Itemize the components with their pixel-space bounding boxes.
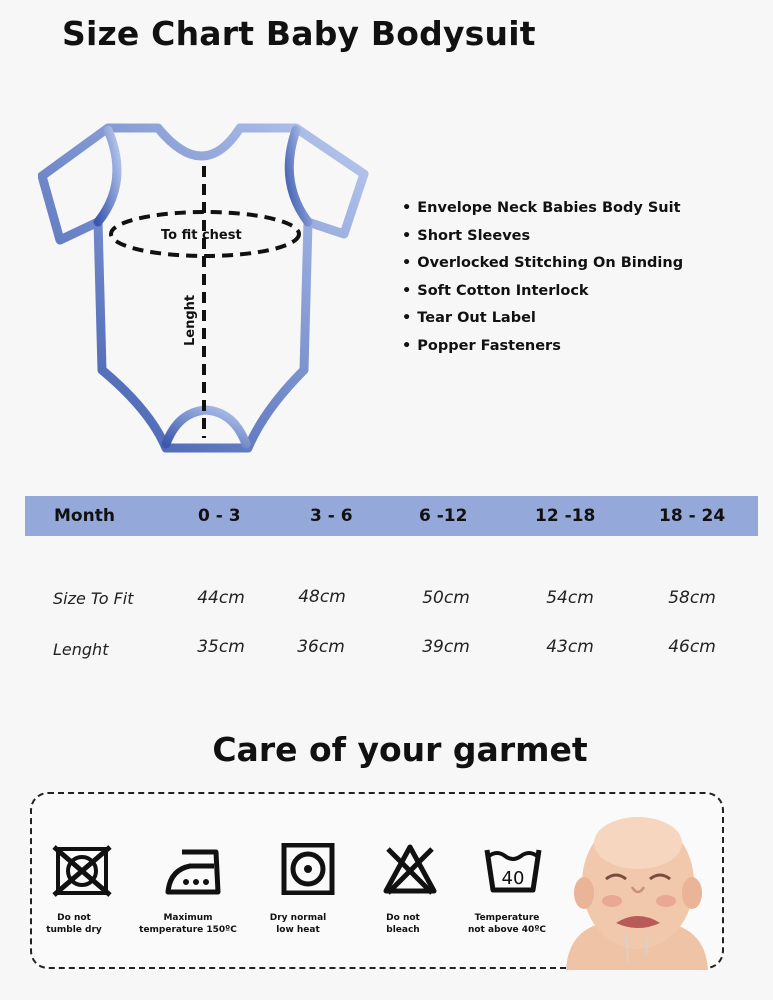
bodysuit-diagram (38, 122, 370, 456)
iron-max-150-icon (164, 846, 224, 898)
row-label: Lenght (53, 640, 109, 659)
wash-40-icon (483, 842, 543, 894)
table-cell: 36cm (297, 637, 345, 657)
month-column-header: 0 - 3 (198, 506, 241, 526)
month-column-header: 6 -12 (419, 506, 468, 526)
care-label-iron: Maximum temperature 150ºC (139, 913, 237, 935)
feature-item: • Envelope Neck Babies Body Suit (402, 196, 683, 224)
feature-item: • Popper Fasteners (402, 334, 683, 362)
month-column-header: 3 - 6 (310, 506, 353, 526)
table-cell: 35cm (197, 637, 245, 657)
table-cell: 50cm (422, 588, 470, 608)
feature-item: • Short Sleeves (402, 224, 683, 252)
do-not-tumble-dry-icon (52, 845, 112, 897)
care-label-bleach: Do not bleach (386, 913, 420, 935)
sleeve-seam-right (289, 130, 308, 222)
table-cell: 54cm (546, 588, 594, 608)
table-cell: 43cm (546, 637, 594, 657)
page-title: Size Chart Baby Bodysuit (62, 14, 536, 53)
month-column-header: 12 -18 (535, 506, 596, 526)
length-label: Lenght (183, 294, 198, 346)
month-column-header: 18 - 24 (659, 506, 726, 526)
care-label-dry: Dry normal low heat (269, 913, 327, 935)
size-table-header (25, 496, 758, 536)
do-not-bleach-icon (380, 843, 440, 895)
care-title: Care of your garmet (212, 730, 588, 769)
care-label-wash: Temperature not above 40ºC (467, 913, 547, 935)
table-cell: 48cm (298, 587, 346, 607)
feature-item: • Tear Out Label (402, 306, 683, 334)
feature-list (402, 196, 683, 362)
month-header: Month (54, 506, 115, 526)
crying-baby-image (556, 805, 716, 970)
sleeve-seam-left (98, 130, 117, 222)
table-cell: 46cm (668, 637, 716, 657)
care-label-tumble-dry: Do not tumble dry (46, 913, 102, 935)
feature-item: • Overlocked Stitching On Binding (402, 251, 683, 279)
table-cell: 44cm (197, 588, 245, 608)
table-cell: 39cm (422, 637, 470, 657)
wash-temp-label: 40 (501, 868, 525, 889)
row-label: Size To Fit (53, 589, 134, 608)
chest-label: To fit chest (161, 228, 242, 243)
feature-item: • Soft Cotton Interlock (402, 279, 683, 307)
dry-normal-low-heat-icon (278, 843, 338, 895)
table-cell: 58cm (668, 588, 716, 608)
